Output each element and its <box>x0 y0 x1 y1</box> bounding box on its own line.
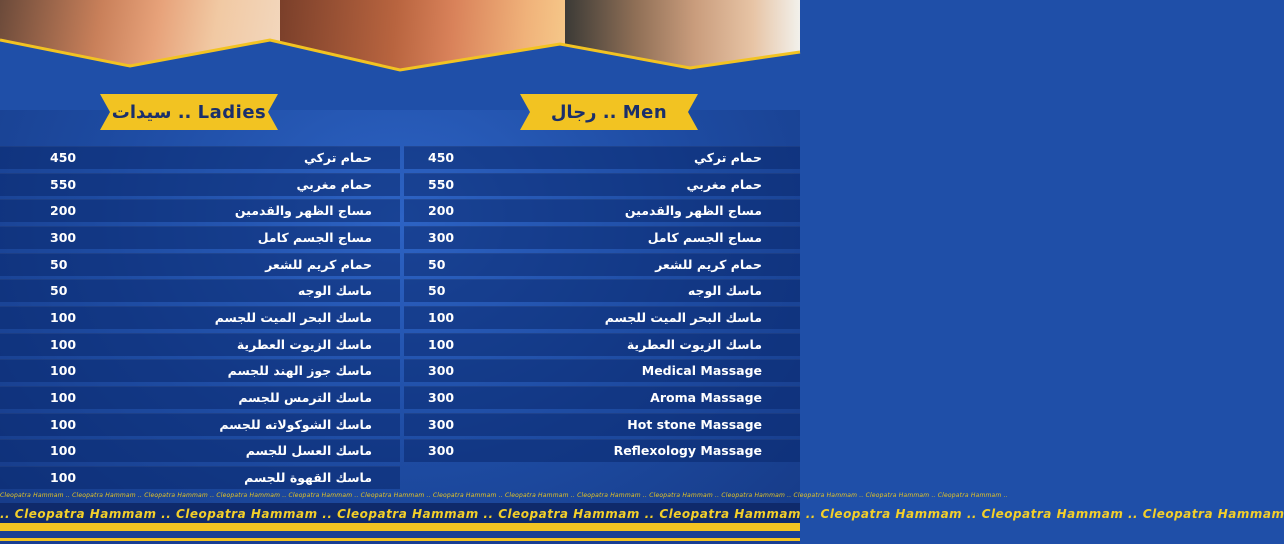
list-row <box>0 359 800 382</box>
ladies-service-price: 450 <box>50 150 77 165</box>
men-service-name: Hot stone Massage <box>627 417 762 432</box>
men-service-name: Aroma Massage <box>650 390 762 405</box>
men-service-price: 300 <box>428 230 455 245</box>
ladies-service-name: ماسك الشوكولاته للجسم <box>219 417 372 432</box>
men-service-name: ماسك الوجه <box>687 283 762 298</box>
list-row <box>0 226 800 249</box>
footer-brand-large: .. Cleopatra Hammam .. Cleopatra Hammam .. Cleopatra Hammam .. Cleopatra Hammam .. Cleopatra Hammam .. Cleopatra Hammam .. Cleopatra Hammam .. Cleopatra Hammam <box>0 507 1284 521</box>
list-row <box>0 199 800 222</box>
men-service-name: حمام مغربي <box>686 177 762 192</box>
footer-brand-stripe <box>0 503 1284 523</box>
men-service-name: ماسك البحر الميت للجسم <box>604 310 762 325</box>
ladies-service-price: 100 <box>50 390 77 405</box>
list-row <box>0 279 800 302</box>
ladies-service-name: ماسك الترمس للجسم <box>238 390 372 405</box>
men-header-label: رجال .. Men <box>550 101 668 123</box>
list-row <box>0 466 800 489</box>
men-service-price: 50 <box>428 283 446 298</box>
ladies-service-name: ماسك الزيوت العطرية <box>236 337 372 352</box>
ladies-service-name: ماسك البحر الميت للجسم <box>214 310 372 325</box>
men-service-name: Reflexology Massage <box>613 443 762 458</box>
men-service-price: 100 <box>428 337 455 352</box>
list-row <box>0 333 800 356</box>
ladies-service-price: 100 <box>50 470 77 485</box>
ladies-service-price: 100 <box>50 417 77 432</box>
ladies-service-price: 300 <box>50 230 77 245</box>
men-service-name: ماسك الزيوت العطرية <box>626 337 762 352</box>
ladies-service-name: ماسك العسل للجسم <box>245 443 372 458</box>
men-service-price: 50 <box>428 257 446 272</box>
ladies-service-name: ماسك الوجه <box>297 283 372 298</box>
list-row <box>0 413 800 436</box>
ladies-service-price: 50 <box>50 283 68 298</box>
ladies-service-price: 100 <box>50 363 77 378</box>
ladies-service-name: مساج الظهر والقدمين <box>234 203 372 218</box>
ladies-service-price: 100 <box>50 443 77 458</box>
list-row <box>0 306 800 329</box>
list-row <box>0 146 800 169</box>
men-service-price: 550 <box>428 177 455 192</box>
list-row <box>0 439 800 462</box>
men-service-price: 300 <box>428 390 455 405</box>
footer-brand-small: Cleopatra Hammam .. Cleopatra Hammam .. Cleopatra Hammam .. Cleopatra Hammam .. Cleopatra Hammam .. Cleopatra Hammam .. Cleopatra Hammam .. Cleopatra Hammam .. Cleopatra Hammam .. Cleopatra Hammam .. Cleopatra Hammam .. Cleopatra Hammam .. Cleopatra Hammam .. Cleopatra Hammam .. <box>0 492 1008 499</box>
list-row <box>0 253 800 276</box>
men-header <box>520 92 698 132</box>
ladies-service-price: 550 <box>50 177 77 192</box>
photo-banner <box>0 0 800 90</box>
men-service-price: 300 <box>428 363 455 378</box>
ladies-service-name: حمام مغربي <box>296 177 372 192</box>
ladies-header <box>100 92 278 132</box>
men-service-name: حمام تركي <box>694 150 762 165</box>
men-service-name: مساج الجسم كامل <box>647 230 762 245</box>
men-service-price: 300 <box>428 443 455 458</box>
list-row <box>0 386 800 409</box>
men-service-price: 300 <box>428 417 455 432</box>
men-service-name: مساج الظهر والقدمين <box>624 203 762 218</box>
footer-yellow-band <box>0 523 800 531</box>
ladies-service-name: ماسك جوز الهند للجسم <box>227 363 372 378</box>
ladies-service-price: 100 <box>50 310 77 325</box>
ladies-service-price: 50 <box>50 257 68 272</box>
list-row <box>0 173 800 196</box>
ladies-service-price: 100 <box>50 337 77 352</box>
men-service-price: 450 <box>428 150 455 165</box>
ladies-service-name: ماسك القهوة للجسم <box>244 470 372 485</box>
footer-yellow-line <box>0 538 800 541</box>
ladies-service-name: حمام تركي <box>304 150 372 165</box>
men-service-price: 100 <box>428 310 455 325</box>
ladies-header-label: سيدات .. Ladies <box>111 101 267 123</box>
ladies-service-price: 200 <box>50 203 77 218</box>
men-service-price: 200 <box>428 203 455 218</box>
men-service-name: حمام كريم للشعر <box>655 257 762 272</box>
ladies-service-name: حمام كريم للشعر <box>265 257 372 272</box>
men-service-name: Medical Massage <box>641 363 762 378</box>
ladies-service-name: مساج الجسم كامل <box>257 230 372 245</box>
